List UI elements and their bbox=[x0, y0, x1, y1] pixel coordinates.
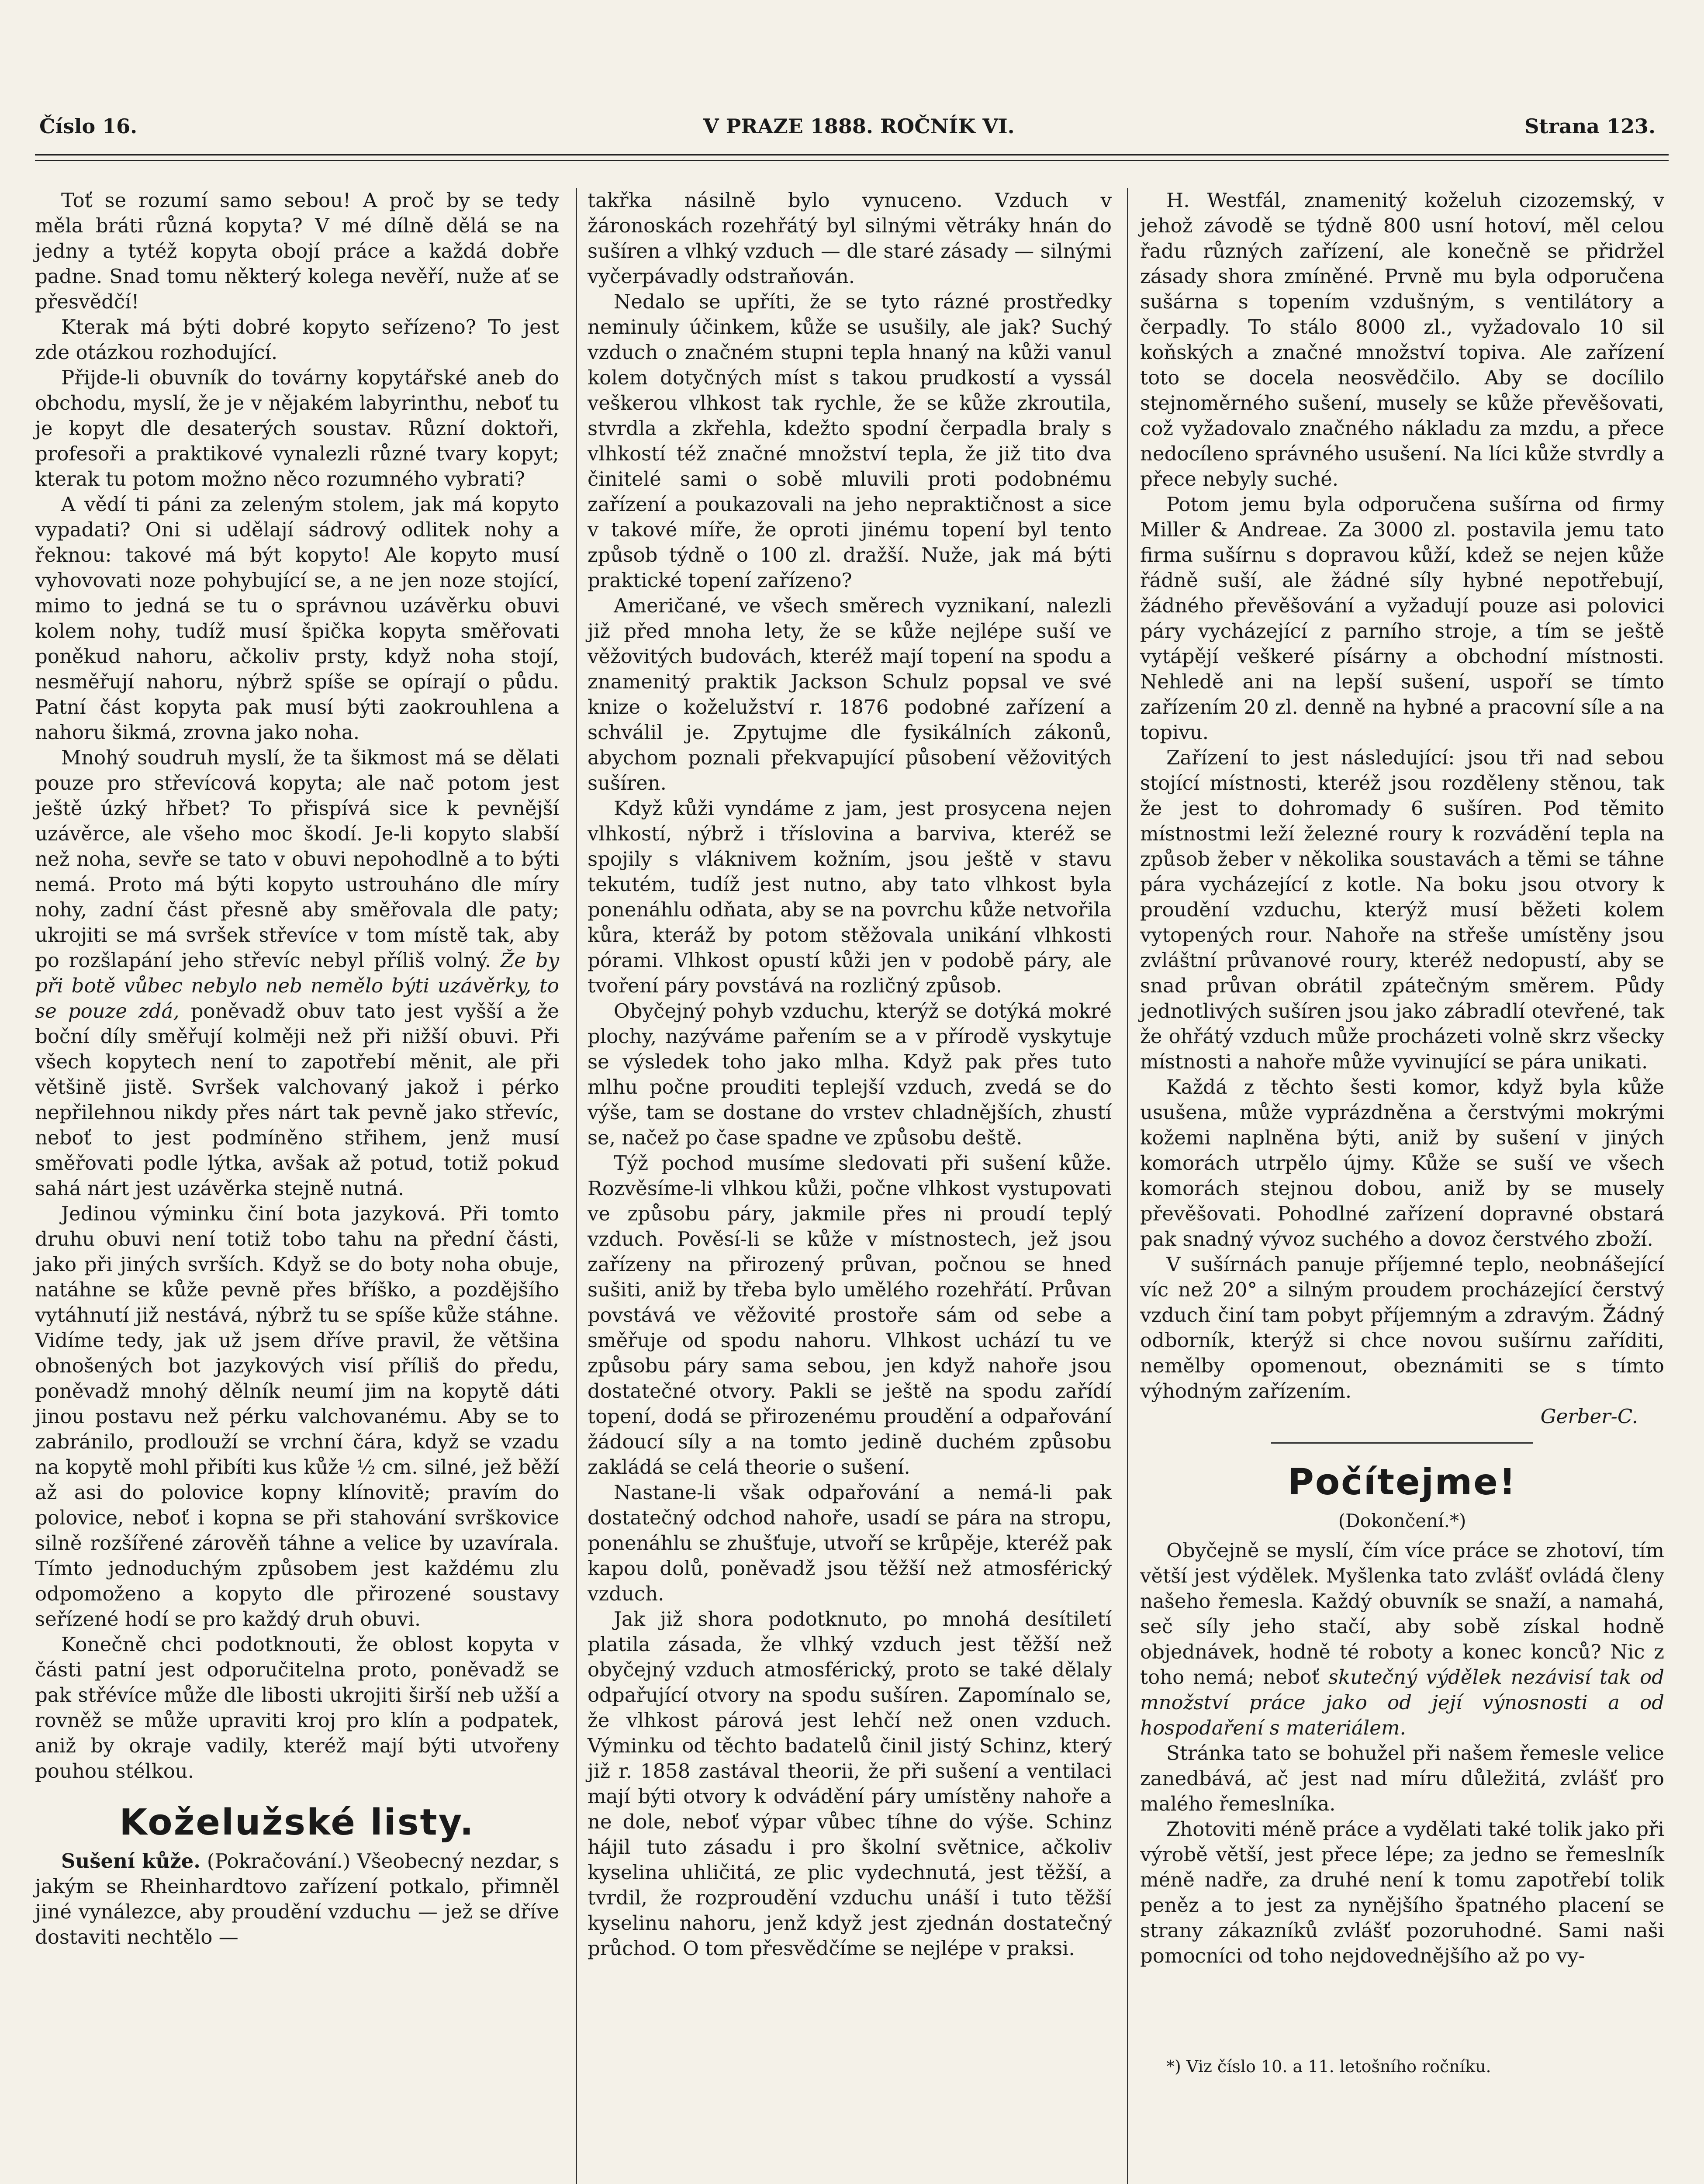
paragraph: Týž pochod musíme sledovati při sušení kůže. Rozvěsíme-li vlhkou kůži, počne vlhkost vystupovati ve způsobu páry, jakmile přes ni proudí teplý vzduch. Pověsí-li se kůže v místnostech, jež jsou zařízeny na přirozený průvan, počnou se hned sušiti, aniž by třeba bylo umělého rozehřátí. Průvan povstává ve věžovité prostoře sám od sebe a směřuje od spodu nahoru. Vlhkost uchází tu ve způsobu páry sama sebou, jen když nahoře jsou dostatečné otvory. Pakli se ještě na spodu zařídí topení, dodá se přirozenému proudění a odpařování žádoucí síly a na tomto jedině duchém způsobu zakládá se celá theorie o sušení. bbox=[588, 1151, 1112, 1479]
section-subtitle: (Dokončení.*) bbox=[1338, 1510, 1466, 1531]
paragraph: V sušírnách panuje příjemné teplo, neobnášející víc než 20° a silným proudem procházející čerstvý vzduch činí tam pobyt příjemným a zdravým. Žádný odborník, kterýž si chce novou sušírnu zaříditi, nemělby opomenout, obeznámiti se s tímto výhodným zařízením. bbox=[1140, 1253, 1664, 1403]
paragraph: Potom jemu byla odporučena sušírna od firmy Miller & Andreae. Za 3000 zl. postavila jemu tato firma sušírnu s dopravou kůží, kdež se nejen kůže řádně suší, ale žádné síly hybné nepotřebují, žádného převěšování a vyžadují pouze asi polovici páry vycházející z parního stroje, a tím se ještě vytápějí veškeré písárny a obchodní místnosti. Nehledě ani na lepší sušení, uspoří se tímto zařízením 20 zl. denně na hybné a pracovní síle a na topivu. bbox=[1140, 493, 1664, 744]
paragraph: Když kůži vyndáme z jam, jest prosycena nejen vlhkostí, nýbrž i tříslovina a barviva, kteréž se spojily s vláknivem kožním, jsou ještě v stavu tekutém, tudíž jest nutno, aby tato vlhkost byla ponenáhlu odňata, aby se na povrchu kůže netvořila kůra, kteráž by potom stěžovala unikání vlhkosti pórami. Vlhkost opustí kůži jen v podobě páry, ale tvoření páry povstává na rozličný způsob. bbox=[588, 797, 1112, 997]
paragraph: Toť se rozumí samo sebou! A proč by se tedy měla bráti různá kopyta? V mé dílně dělá se na jedny a tytéž kopyta obojí práce a každá dobře padne. Snad tomu některý kolega nevěří, nuže ať se přesvědčí! bbox=[35, 189, 559, 313]
paragraph: Jedinou výminku činí bota jazyková. Při tomto druhu obuvi není totiž tobo tahu na přední části, jako při jiných svrších. Když se do boty noha obuje, natáhne se kůže pevně přes bříško, a pozdějšího vytáhnutí již nestává, nýbrž tu se spíše kůže stáhne. Vidíme tedy, jak už jsem dříve pravil, že většina obnošených bot jazykových visí příliš do předu, poněvadž mnohý dělník neumí jim na kopytě dáti jinou postavu než pérku valchovanému. Aby se to zabránilo, prodlouží se vrchní čára, když se vzadu na kopytě mohl přibíti kus kůže ½ cm. silné, jež běží až asi do polovice kopny klínovitě; pravím do polovice, neboť i kopna se při stahování svrškovice silně rozšířené zárověň táhne a velice by uzavírala. Tímto jednoduchým způsobem jest každému zlu odpomoženo a kopyto dle přirozené soustavy seřízené hodí se pro každý druh obuvi. bbox=[35, 1202, 559, 1631]
issue-number: Číslo 16. bbox=[39, 114, 138, 138]
page-header bbox=[35, 114, 1669, 145]
paragraph: takřka násilně bylo vynuceno. Vzduch v žáronoskách rozehřátý byl silnými větráky hnán do sušíren a vlhký vzduch — dle staré zásady — silnými vyčerpávadly odstraňován. bbox=[588, 189, 1112, 288]
header-rule-thick bbox=[35, 154, 1669, 156]
section-title-kozeluzske-listy: Koželužské listy. bbox=[119, 1802, 475, 1843]
paragraph: Jak již shora podotknuto, po mnohá desítiletí platila zásada, že vlhký vzduch jest těžší než obyčejný vzduch atmosférický, proto se také dělaly odpařující otvory na spodu sušíren. Zapomínalo se, že vlhkost párová jest lehčí než onen vzduch. Výminku od těchto badatelů činil jistý Schinz, který již r. 1858 zastával theorii, že při sušení a ventilaci mají býti otvory k odvádění páry umístěny nahoře a ne dole, neboť výpar vůbec tíhne do výše. Schinz hájil tuto zásadu i pro školní světnice, ačkoliv kyselina uhličitá, ze plic vydechnutá, jest těžší, a tvrdil, že rozproudění vzduchu unáší i tuto těžší kyselinu nahoru, jenž když jest zjednán dostatečný průchod. O tom přesvědčíme se nejlépe v praksi. bbox=[588, 1607, 1112, 1960]
page-number: Strana 123. bbox=[1524, 114, 1656, 138]
column-3 bbox=[1140, 188, 1664, 2077]
column-2 bbox=[588, 188, 1112, 1961]
paragraph: Obyčejný pohyb vzduchu, kterýž se dotýká mokré plochy, nazýváme pařením se a v přírodě vyskytuje se výsledek toho jako mlha. Když pak přes tuto mlhu počne prouditi teplejší vzduch, zvedá se do výše, tam se dostane do vrstev chladnějších, zhustí se, načež po čase spadne ve způsobu deště. bbox=[588, 999, 1112, 1149]
paragraph: Nastane-li však odpařování a nemá-li pak dostatečný odchod nahoře, usadí se pára na stropu, ponenáhlu se zhušťuje, utvoří se krůpěje, kteréž pak kapou dolů, poněvadž jsou těžší než atmosférický vzduch. bbox=[588, 1481, 1112, 1605]
footnote: *) Viz číslo 10. a 11. letošního ročníku. bbox=[1166, 2057, 1491, 2076]
column-divider bbox=[576, 188, 577, 2184]
paragraph: A vědí ti páni za zeleným stolem, jak má kopyto vypadati? Oni si udělají sádrový odlitek nohy a řeknou: takové má být kopyto! Ale kopyto musí vyhovovati noze pohybující se, a ne jen noze stojící, mimo to jedná se tu o správnou uzávěrku obuvi kolem nohy, tudíž musí špička kopyta směřovati poněkud nahoru, ačkoliv prsty, když noha stojí, nesměřují nahoru, nýbrž spíše se opírají o půdu. Patní část kopyta pak musí býti zaokrouhlena a nahoru šikmá, zrovna jako noha. bbox=[35, 493, 559, 744]
column-divider bbox=[1127, 188, 1128, 2184]
paragraph: Obyčejně se myslí, čím více práce se zhotoví, tím větší jest výdělek. Myšlenka tato zvlášť ovládá členy našeho řemesla. Každý obuvník se snaží, a namahá, seč síly jeho stačí, aby sobě získal hodně objednávek, hodně té roboty a konec konců? Nic z toho nemá; neboť skutečný výdělek nezávisí tak od množství práce jako od její výnosnosti a od hospodaření s materiálem. bbox=[1140, 1539, 1665, 1739]
paragraph: Konečně chci podotknouti, že oblost kopyta v části patní jest odporučitelna proto, poněvadž se pak střévíce může dle libosti ukrojiti širší neb užší a rovněž se může upraviti kroj pro klín a podpatek, aniž by okraje vadily, kteréž mají býti utvořeny pouhou stélkou. bbox=[35, 1633, 559, 1783]
section-divider bbox=[1271, 1442, 1533, 1444]
paragraph: Mnohý soudruh myslí, že ta šikmost má se dělati pouze pro střevícová kopyta; ale nač potom jest ještě úzký hřbet? To přispívá sice k pevnější uzávěrce, ale všeho moc škodí. Je-li kopyto slabší než noha, sevře se tato v obuvi nepohodlně a to býti nemá. Proto má býti kopyto ustrouháno dle míry nohy, zadní část přesně aby směřovala dle paty; ukrojiti se má svršek střevíce v tom místě tak, aby po rozšlapání jeho střevíc nebyl příliš volný. Že by při botě vůbec nebylo neb nemělo býti uzávěrky, to se pouze zdá, poněvadž obuv tato jest vyšší a že boční díly směřují kolměji než při nižší obuvi. Při všech kopytech není to zapotřebí měnit, ale při většině jistě. Svršek valchovaný jakož i pérko nepřilehnou nikdy přes nárt tak pevně jako střevíc, neboť to jest podmíněno střihem, jenž musí směřovati podle lýtka, avšak až potud, totiž pokud sahá nárt jest uzávěrka stejně nutná. bbox=[35, 746, 559, 1200]
paragraph: Stránka tato se bohužel při našem řemesle velice zanedbává, ač jest nad míru důležitá, zvlášť pro malého řemeslníka. bbox=[1140, 1742, 1664, 1815]
author-signature: Gerber-C. bbox=[1540, 1405, 1638, 1428]
paragraph: Kterak má býti dobré kopyto seřízeno? To jest zde otázkou rozhodující. bbox=[35, 315, 559, 364]
paragraph: Sušení kůže. (Pokračování.) Všeobecný nezdar, s jakým se Rheinhardtovo zařízení potkalo, přimněl jiné vynálezce, aby proudění vzduchu — jež se dříve dostaviti nechtělo — bbox=[35, 1849, 560, 1949]
section-title-pocitejme: Počítejme! bbox=[1287, 1462, 1517, 1503]
paragraph: Zařízení to jest následující: jsou tři nad sebou stojící místnosti, kteréž jsou rozděleny stěnou, tak že jest to dohromady 6 sušíren. Pod těmito místnostmi leží železné roury k rozvádění tepla na způsob žeber v několika soustavách a těmi se táhne pára vycházející z kotle. Na boku jsou otvory k proudění vzduchu, kterýž musí běžeti kolem vytopených rour. Nahoře na střeše umístěny jsou zvláštní průvanové roury, kteréž nedopustí, aby se snad průvan obrátil zpátečným směrem. Půdy jednotlivých sušíren jsou jako zábradlí otevřené, tak že ohřátý vzduch může procházeti volně skrz všecky místnosti a nahoře může vyvinující se pára unikati. bbox=[1140, 746, 1664, 1073]
paragraph: Každá z těchto šesti komor, když byla kůže usušena, může vyprázdněna a čerstvými mokrými kožemi naplněna býti, aniž by sušení v jiných komorách utrpělo újmy. Kůže se suší ve všech komorách stejnou dobou, aniž by se musely převěšovati. Pohodlné zařízení dopravné obstará pak snadný vývoz suchého a dovoz čerstvého zboží. bbox=[1140, 1075, 1664, 1251]
column-1 bbox=[35, 188, 559, 1950]
paragraph: Američané, ve všech směrech vyznikaní, nalezli již před mnoha lety, že se kůže nejlépe suší ve věžovitých budovách, kteréž mají topení na spodu a znamenitý praktik Jackson Schulz popsal ve své knize o koželužství r. 1876 podobné zařízení a schválil je. Zpytujme dle fysikálních zákonů, abychom poznali překvapující působení věžovitých sušíren. bbox=[588, 594, 1112, 795]
paragraph: H. Westfál, znamenitý koželuh cizozemský, v jehož závodě se týdně 800 usní hotoví, měl celou řadu různých zařízení, ale konečně se přidržel zásady shora zmíněné. Prvně mu byla odporučena sušárna s topením vzdušným, s ventilátory a čerpadly. To stálo 8000 zl., vyžadovalo 10 sil koňských a značné množství topiva. Ale zařízení toto se docela neosvědčilo. Aby se docílilo stejnoměrného sušení, musely se kůže převěšovati, což vyžadovalo značného nákladu za mzdu, a přece nedocíleno správného usušení. Na líci kůže stvrdly a přece nebyly suché. bbox=[1140, 189, 1664, 491]
paragraph: Přijde-li obuvník do továrny kopytářské aneb do obchodu, myslí, že je v nějakém labyrinthu, neboť tu je kopyt dle desaterých soustav. Různí doktoři, profesoři a praktikové vynalezli různé tvary kopyt; kterak tu potom možno něco rozumného vybrati? bbox=[35, 366, 559, 491]
paragraph: Nedalo se upříti, že se tyto rázné prostředky neminuly účinkem, kůže se usušily, ale jak? Suchý vzduch o značném stupni tepla hnaný na kůži vanul kolem dotyčných míst s takou prudkostí a vyssál veškerou vlhkost tak rychle, že se kůže zkroutila, stvrdla a zkřehla, kdežto spodní čerpadla braly s vlhkostí též značné množství tepla, že již tito dva činitelé sami o sobě mluvili proti podobnému zařízení a poukazovali na jeho nepraktičnost a sice v takové míře, že oproti jinému topení byl tento způsob týdně o 100 zl. dražší. Nuže, jak má býti praktické topení zařízeno? bbox=[588, 290, 1112, 592]
header-rule-thin bbox=[35, 160, 1669, 161]
place-year-volume: V PRAZE 1888. ROČNÍK VI. bbox=[703, 114, 1015, 138]
paragraph: Zhotoviti méně práce a vydělati také tolik jako při výrobě větší, jest přece lépe; za jedno se řemeslník méně nadře, za druhé není k tomu zapotřebí tolik peněz a to jest za nynějšího špatného placení se strany zákazníků zvlášť pozoruhodné. Sami naši pomocníci od toho nejdovednějšího až po vy- bbox=[1140, 1818, 1664, 1967]
